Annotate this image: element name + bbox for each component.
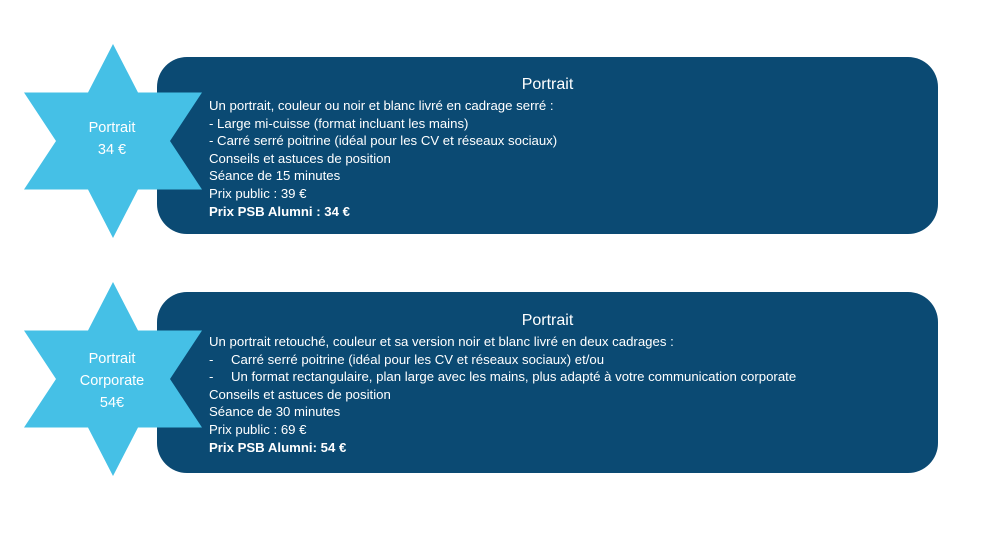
offer-title: Portrait <box>521 76 574 93</box>
offer-line: Conseils et astuces de position <box>209 150 391 166</box>
offer-line: Conseils et astuces de position <box>209 386 391 402</box>
offer-line: - Carré serré poitrine (idéal pour les CV et réseaux sociaux) <box>209 133 558 149</box>
offer-description <box>209 333 918 456</box>
bullet-marker: - <box>209 351 214 367</box>
bullet-marker: - <box>209 369 214 385</box>
member-price: Prix PSB Alumni : 34 € <box>209 203 350 219</box>
star-label <box>53 117 171 161</box>
offer-title: Portrait <box>521 312 574 329</box>
star-label-line: Corporate <box>79 373 145 389</box>
offer-line: - Large mi-cuisse (format incluant les mains) <box>209 115 469 131</box>
member-price: Prix PSB Alumni: 54 € <box>209 439 347 455</box>
bullet-text: Un format rectangulaire, plan large avec les mains, plus adapté à votre communication corporate <box>231 369 797 385</box>
offer-card-portrait <box>157 57 938 234</box>
public-price: Prix public : 69 € <box>209 421 307 437</box>
offer-line: Un portrait, couleur ou noir et blanc livré en cadrage serré : <box>209 98 554 113</box>
offer-line: Séance de 30 minutes <box>209 404 341 420</box>
star-label-line: Portrait <box>88 120 136 136</box>
bullet-text: Carré serré poitrine (idéal pour les CV et réseaux sociaux) et/ou <box>231 351 605 367</box>
bullet-item <box>209 351 918 369</box>
bullet-item <box>209 368 918 386</box>
star-label <box>53 348 171 414</box>
offer-intro: Un portrait retouché, couleur et sa version noir et blanc livré en deux cadrages : <box>209 334 674 349</box>
star-label-price: 34 € <box>97 142 127 158</box>
star-label-line: Portrait <box>88 351 136 367</box>
star-label-price: 54€ <box>99 395 125 411</box>
offer-card-portrait-corporate <box>157 292 938 473</box>
public-price: Prix public : 39 € <box>209 185 307 201</box>
offer-description <box>209 97 918 220</box>
offer-line: Séance de 15 minutes <box>209 168 341 184</box>
